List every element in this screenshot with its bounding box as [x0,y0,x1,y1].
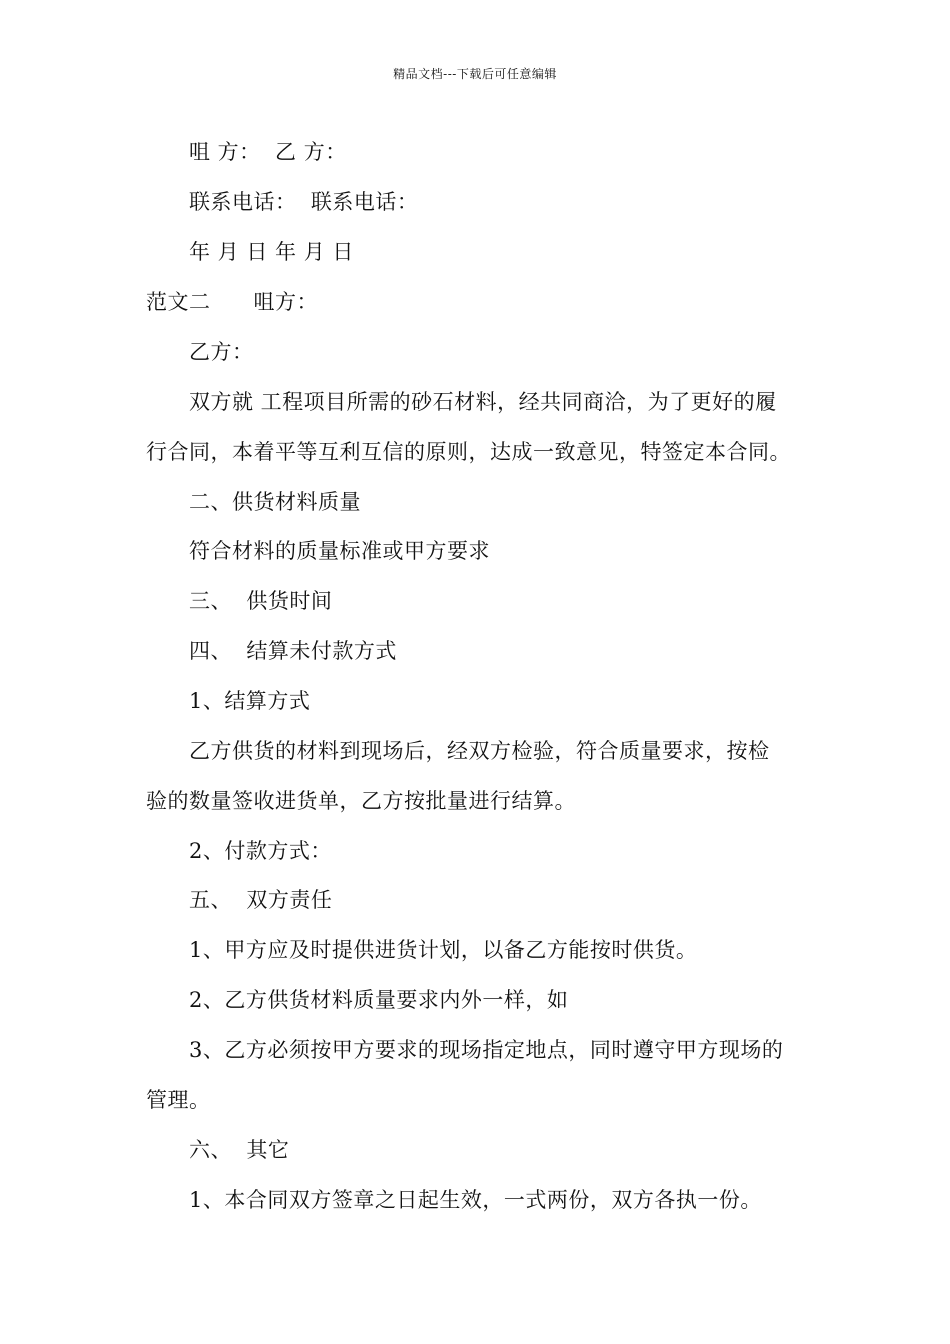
page-header: 精品文档---下载后可任意编辑 [393,67,557,81]
signature-parties-line: 咀 方： 乙 方： [189,140,347,164]
sample-two-heading: 范文二 咀方： [146,290,319,314]
responsibility-item-2: 2、乙方供货材料质量要求内外一样，如 [189,988,569,1012]
intro-paragraph-line-1: 双方就 工程项目所需的砂石材料，经共同商洽，为了更好的履 [189,390,777,414]
section-2-text: 符合材料的质量标准或甲方要求 [189,539,490,563]
section-4-heading: 四、 结算未付款方式 [189,639,397,663]
payment-method-heading: 2、付款方式： [189,839,332,863]
settlement-paragraph-line-2: 验的数量签收进货单，乙方按批量进行结算。 [146,789,576,813]
responsibility-item-1: 1、甲方应及时提供进货计划，以备乙方能按时供货。 [189,938,698,962]
section-2-heading: 二、供货材料质量 [189,490,361,514]
intro-paragraph-line-2: 行合同，本着平等互利互信的原则，达成一致意见，特签定本合同。 [146,440,791,464]
party-b-line: 乙方： [189,340,254,364]
section-6-heading: 六、 其它 [189,1138,290,1162]
date-line: 年 月 日 年 月 日 [189,240,354,264]
section-3-heading: 三、 供货时间 [189,589,333,613]
settlement-paragraph-line-1: 乙方供货的材料到现场后，经双方检验，符合质量要求，按检 [189,739,770,763]
responsibility-item-3-line-1: 3、乙方必须按甲方要求的现场指定地点，同时遵守甲方现场的 [189,1038,784,1062]
other-item-1: 1、本合同双方签章之日起生效，一式两份，双方各执一份。 [189,1188,762,1212]
section-5-heading: 五、 双方责任 [189,888,333,912]
contact-phone-line: 联系电话： 联系电话： [189,190,419,214]
settlement-method-heading: 1、结算方式 [189,689,311,713]
responsibility-item-3-line-2: 管理。 [146,1088,211,1112]
